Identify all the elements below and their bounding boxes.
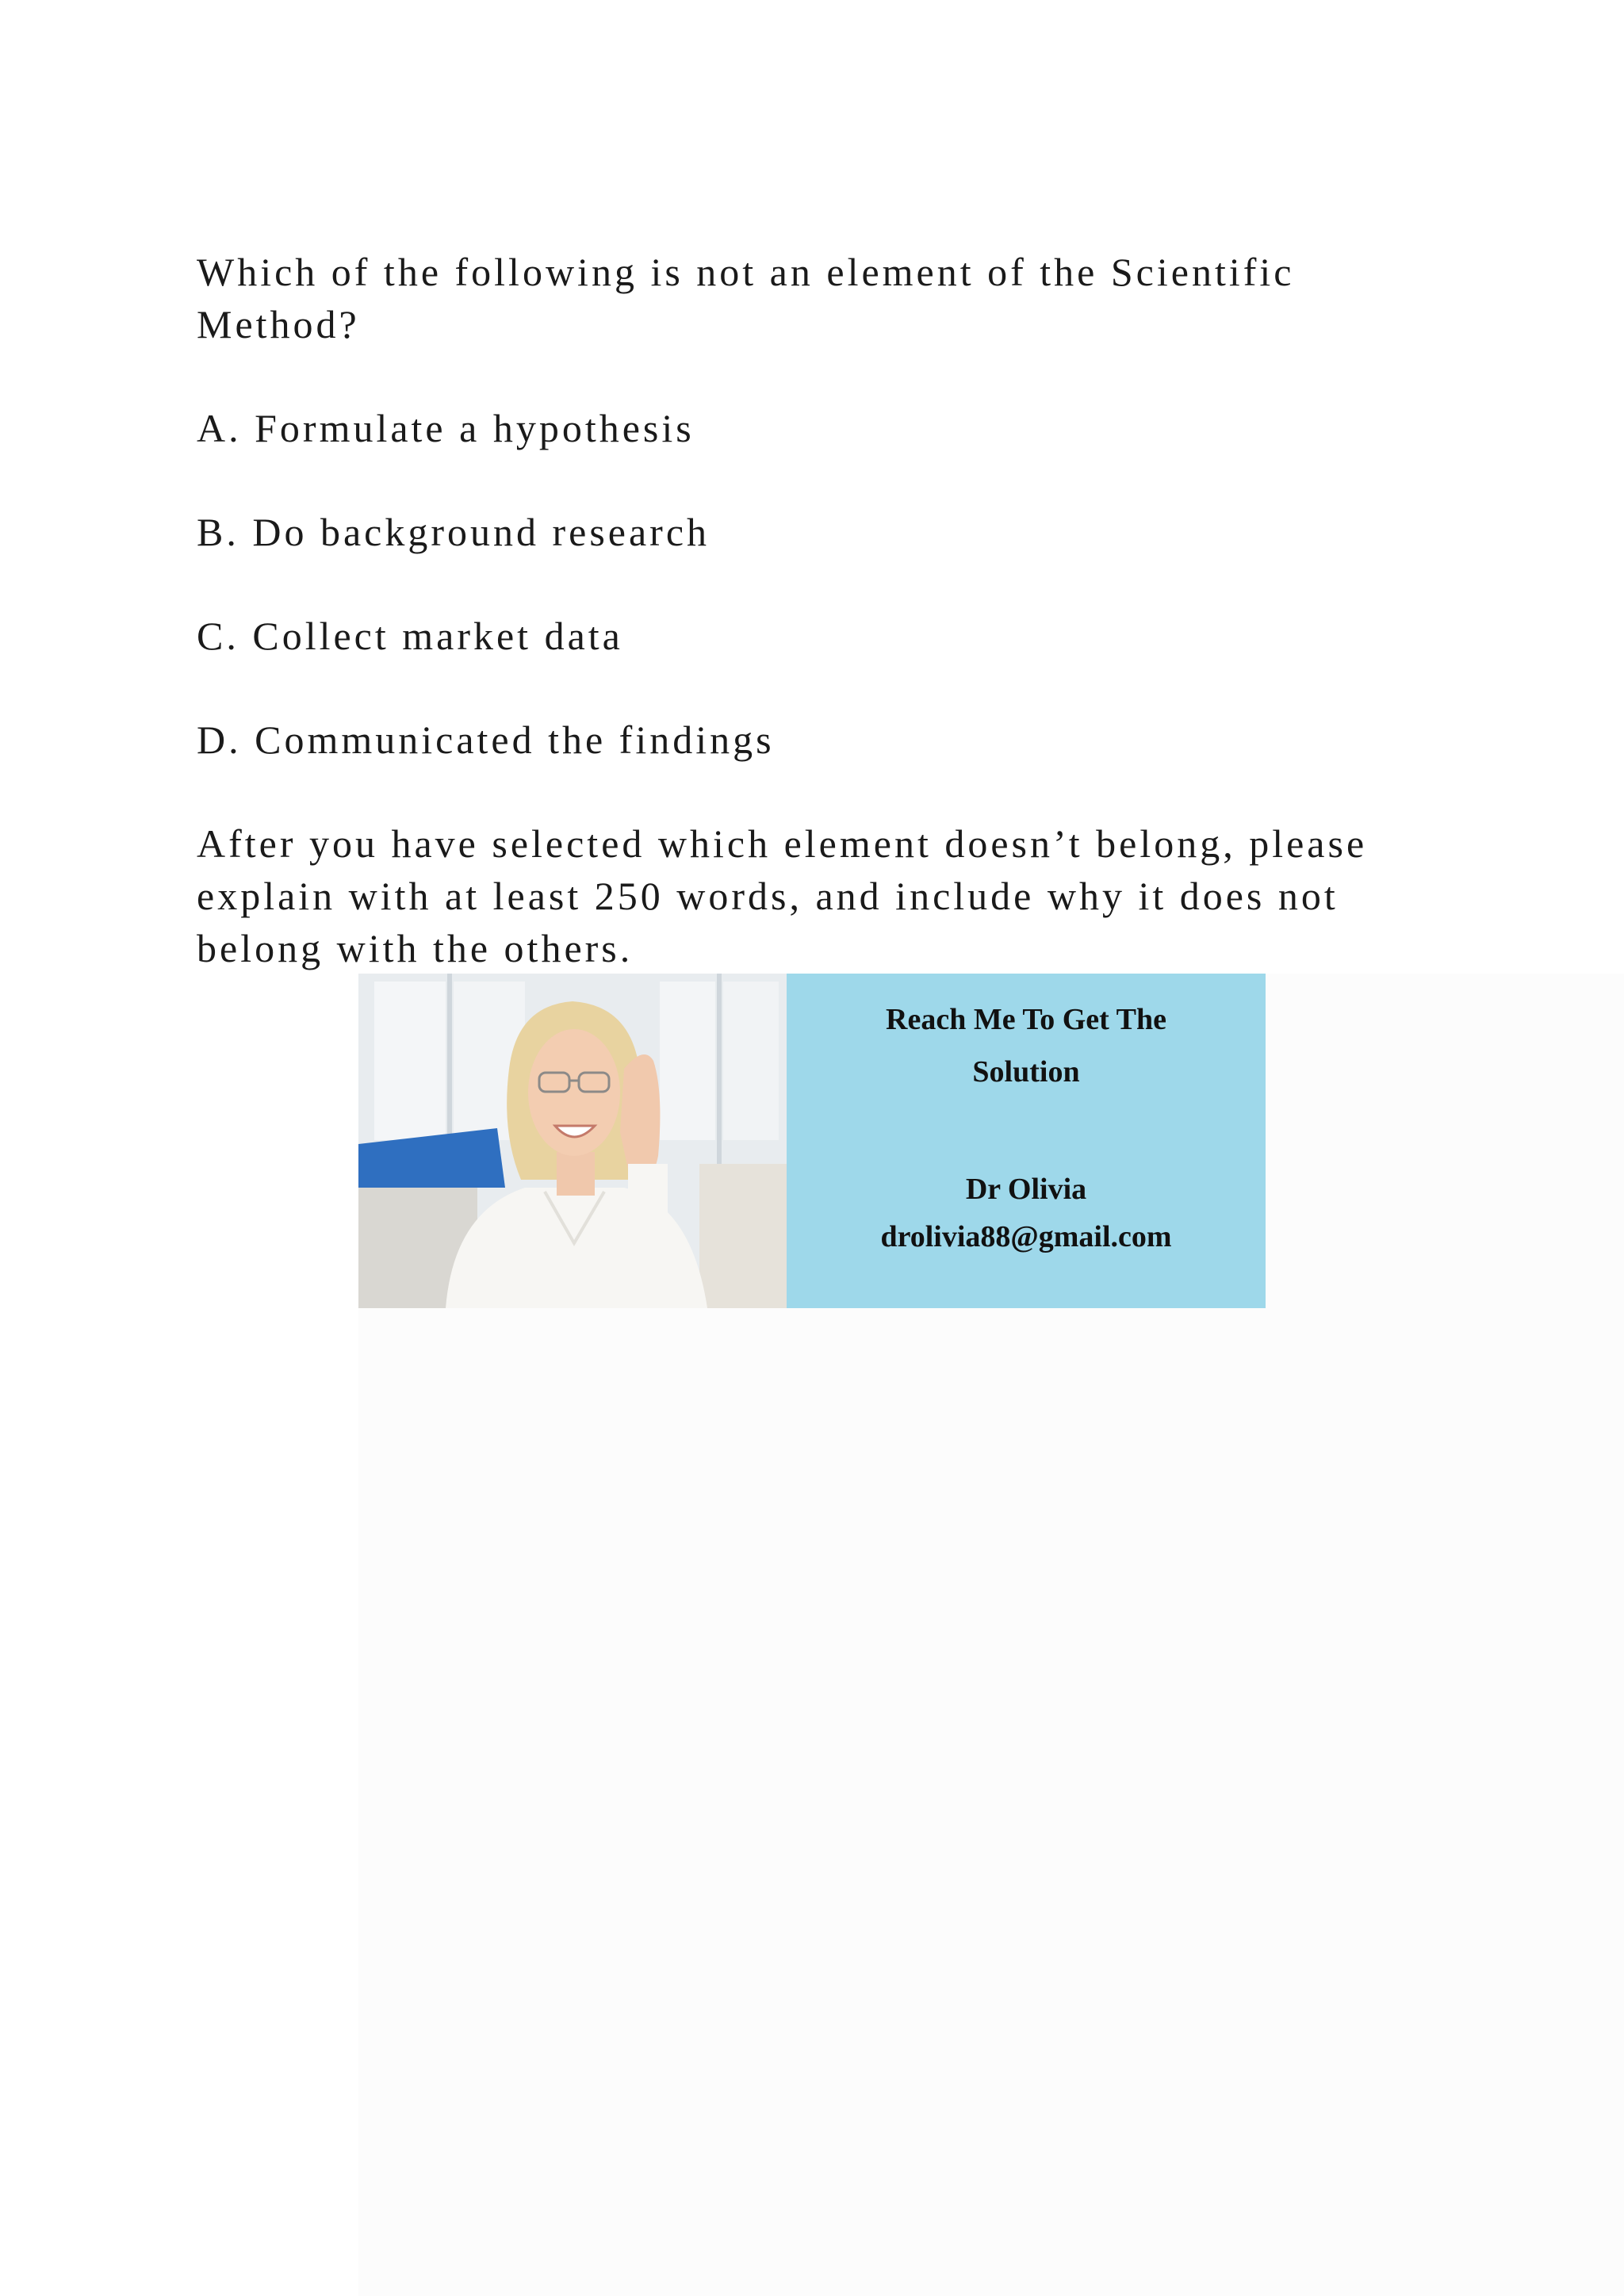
option-c: C. Collect market data	[197, 614, 623, 658]
contact-banner	[358, 974, 1266, 1308]
instructions-paragraph: After you have selected which element doesn’t belong, please explain with at least 250 words, and include why it does not belong with the others.	[197, 821, 1368, 970]
contact-email: drolivia88@gmail.com	[880, 1220, 1172, 1253]
option-a: A. Formulate a hypothesis	[197, 406, 695, 450]
contact-name: Dr Olivia	[965, 1173, 1087, 1206]
question-text-block	[197, 246, 1434, 974]
option-b: B. Do background research	[197, 510, 710, 554]
question-prompt: Which of the following is not an element of the Scientific Method?	[197, 250, 1295, 346]
woman-portrait-photo	[358, 974, 787, 1308]
banner-headline-line1: Reach Me To Get The	[886, 1003, 1166, 1036]
banner-headline-line2: Solution	[972, 1055, 1080, 1089]
portrait-illustration	[358, 974, 787, 1308]
option-d: D. Communicated the findings	[197, 718, 775, 762]
contact-info-panel	[787, 974, 1266, 1308]
